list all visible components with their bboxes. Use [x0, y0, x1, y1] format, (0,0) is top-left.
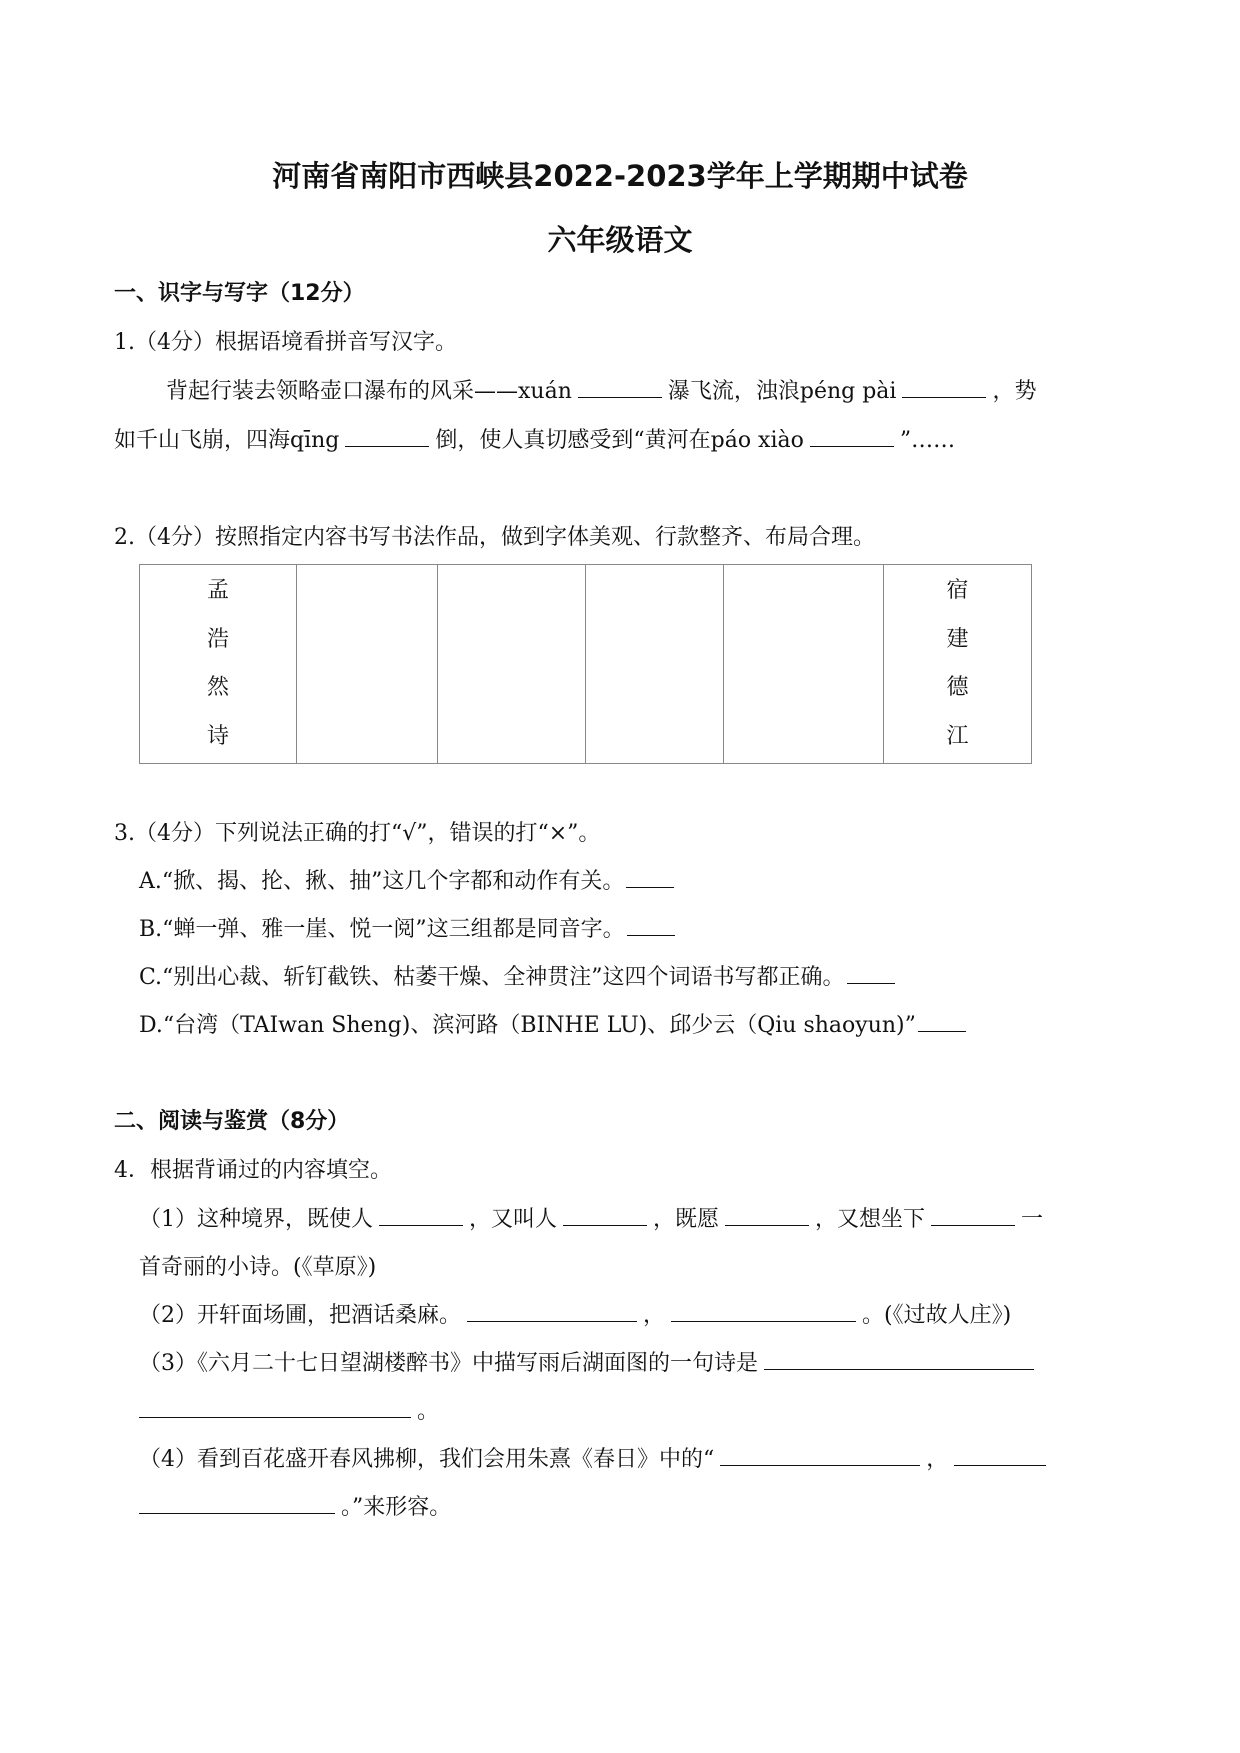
grid-char: 孟	[206, 578, 229, 603]
q3-option-b	[139, 912, 681, 943]
answer-blank[interactable]	[467, 1299, 637, 1322]
answer-blank[interactable]	[764, 1347, 1034, 1370]
grid-col-author	[140, 565, 297, 764]
q4-part4-line1	[139, 1442, 1052, 1473]
grid-col-title	[884, 565, 1032, 764]
answer-blank[interactable]	[379, 1203, 463, 1226]
grid-char: 建	[946, 626, 969, 652]
q4-part3-text-a: （3）《六月二十七日望湖楼醉书》中描写雨后湖面图的一句诗是	[139, 1351, 758, 1376]
answer-blank[interactable]	[626, 865, 674, 888]
q4-part1-text-b: ，又叫人	[469, 1207, 558, 1232]
q3-option-d-text: D.“台湾（TAIwan Sheng)、滨河路（BINHE LU)、邱少云（Qiu shaoyun)”	[139, 1013, 916, 1038]
q1-line1	[166, 374, 1036, 405]
q1-line2-text-c: ”……	[899, 428, 956, 453]
q4-part3-line2	[139, 1394, 439, 1425]
answer-blank[interactable]	[627, 913, 675, 936]
exam-subtitle: 六年级语文	[547, 223, 693, 257]
grid-writing-cell[interactable]	[438, 565, 586, 764]
q4-part4-text-c: 。”来形容。	[341, 1495, 452, 1520]
q2-stem: 2.（4分）按照指定内容书写书法作品，做到字体美观、行款整齐、布局合理。	[114, 525, 875, 550]
q3-option-a-text: A.“掀、揭、抡、揪、抽”这几个字都和动作有关。	[139, 869, 625, 894]
q3-option-c-text: C.“别出心裁、斩钉截铁、枯萎干燥、全神贯注”这四个词语书写都正确。	[139, 965, 845, 990]
q1-line2-text-b: 倒，使人真切感受到“黄河在páo xiào	[435, 428, 804, 453]
answer-blank[interactable]	[563, 1203, 647, 1226]
q4-part2-text-a: （2）开轩面场圃，把酒话桑麻。	[139, 1303, 461, 1328]
q4-part1-text-a: （1）这种境界，既使人	[139, 1207, 373, 1232]
q1-line1-text-a: 背起行装去领略壶口瀑布的风采——xuán	[166, 379, 572, 404]
answer-blank[interactable]	[954, 1443, 1046, 1466]
q3-stem: 3.（4分）下列说法正确的打“√”，错误的打“×”。	[114, 821, 601, 846]
answer-blank[interactable]	[578, 375, 662, 398]
answer-blank[interactable]	[725, 1203, 809, 1226]
answer-blank[interactable]	[902, 375, 986, 398]
grid-char: 江	[946, 723, 969, 749]
q4-stem: 4．根据背诵过的内容填空。	[114, 1158, 392, 1183]
grid-char: 然	[206, 675, 229, 700]
answer-blank[interactable]	[810, 424, 894, 447]
q1-line2	[114, 423, 955, 454]
q4-part1-text-c: ，既愿	[653, 1207, 720, 1232]
q3-option-d	[139, 1008, 972, 1039]
q4-part4-text-b: ，	[926, 1447, 949, 1472]
grid-char: 浩	[206, 626, 229, 652]
section2-heading: 二、阅读与鉴赏（8分）	[114, 1109, 350, 1134]
calligraphy-grid	[139, 564, 1032, 764]
grid-writing-cell[interactable]	[724, 565, 884, 764]
q4-part2-text-b: ，	[643, 1303, 666, 1328]
grid-char: 诗	[206, 723, 229, 749]
q4-part4-text-a: （4）看到百花盛开春风拂柳，我们会用朱熹《春日》中的“	[139, 1447, 715, 1472]
q4-part1-text-d: ，又想坐下	[815, 1207, 926, 1232]
q3-option-c	[139, 960, 901, 991]
q1-line2-text-a: 如千山飞崩，四海qīng	[114, 428, 340, 453]
grid-char: 德	[946, 675, 969, 700]
answer-blank[interactable]	[671, 1299, 856, 1322]
grid-writing-cell[interactable]	[586, 565, 724, 764]
answer-blank[interactable]	[847, 961, 895, 984]
q1-line1-text-c: ，势	[992, 379, 1037, 404]
q1-stem: 1.（4分）根据语境看拼音写汉字。	[114, 330, 457, 355]
q1-line1-text-b: 瀑飞流，浊浪péng pài	[667, 379, 897, 404]
q3-option-a	[139, 864, 680, 895]
answer-blank[interactable]	[931, 1203, 1015, 1226]
q4-part3-line1	[139, 1346, 1040, 1377]
answer-blank[interactable]	[139, 1491, 335, 1514]
q4-part3-text-b: 。	[417, 1399, 440, 1424]
q4-part2	[139, 1298, 1011, 1329]
q4-part1-text-e: 一	[1021, 1207, 1044, 1232]
q4-part2-text-c: 。(《过故人庄》)	[862, 1303, 1012, 1328]
q4-part1-line2: 首奇丽的小诗。(《草原》)	[139, 1255, 377, 1280]
answer-blank[interactable]	[720, 1443, 920, 1466]
answer-blank[interactable]	[345, 424, 429, 447]
grid-writing-cell[interactable]	[297, 565, 438, 764]
answer-blank[interactable]	[918, 1009, 966, 1032]
exam-title: 河南省南阳市西峡县2022-2023学年上学期期中试卷	[272, 159, 968, 193]
q4-part1-line1	[139, 1202, 1043, 1233]
q3-option-b-text: B.“蝉一弹、雅一崖、悦一阅”这三组都是同音字。	[139, 917, 625, 942]
answer-blank[interactable]	[139, 1395, 411, 1418]
section1-heading: 一、识字与写字（12分）	[114, 281, 365, 306]
grid-char: 宿	[946, 578, 969, 603]
q4-part4-line2	[139, 1490, 451, 1521]
